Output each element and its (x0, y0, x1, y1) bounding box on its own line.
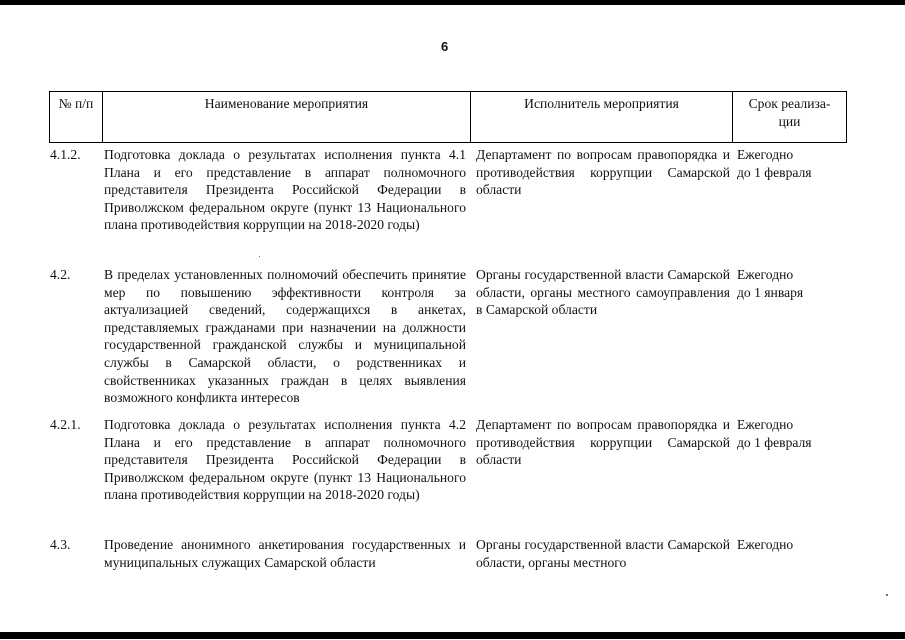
row-executor: Департамент по вопросам правопорядка и противодействия коррупции Самарской области (476, 417, 730, 468)
row-term-line1: Ежегодно (737, 537, 794, 552)
row-number: 4.1.2. (50, 147, 81, 162)
row-term (737, 416, 847, 451)
top-scan-border (0, 0, 905, 5)
header-num (50, 92, 102, 142)
bottom-scan-border (0, 632, 905, 639)
scan-speck (886, 594, 888, 596)
page-number: 6 (441, 39, 449, 54)
scan-speck (259, 256, 260, 257)
table-header (49, 91, 847, 143)
header-name-label: Наименование мероприятия (204, 96, 369, 111)
row-activity-name: Подготовка доклада о результатах исполнения пункта 4.1 Плана и его представление в аппарат полномочного представителя Президента Российской Федерации в Приволжском федеральном округе (пункт 13 Национального плана противодействия коррупции на 2018-2020 годы) (104, 147, 466, 233)
row-term-line1: Ежегодно (737, 417, 794, 432)
header-executor-label: Исполнитель мероприятия (524, 96, 679, 111)
header-num-label: № п/п (58, 96, 94, 111)
row-term-line2: до 1 февраля (737, 164, 812, 180)
row-term-line2: до 1 февраля (737, 434, 812, 450)
row-term (737, 146, 847, 181)
row-activity-name: В пределах установленных полномочий обеспечить принятие мер по повышению эффективности контроля за актуализацией сведений, содержащихся в анкетах, представляемых гражданами при назначении на должности государственной гражданской службы и муниципальной службы в Самарской области, о родственниках и свойственниках указанных граждан в целях выявления возможного конфликта интересов (104, 267, 466, 406)
row-executor: Департамент по вопросам правопорядка и противодействия коррупции Самарской области (476, 147, 730, 198)
row-term (737, 266, 847, 301)
row-number: 4.2.1. (50, 417, 81, 432)
row-number: 4.3. (50, 537, 71, 552)
row-number: 4.2. (50, 267, 71, 282)
row-term-line2: до 1 января (737, 284, 804, 300)
header-name (102, 92, 470, 142)
row-executor: Органы государственной власти Самарской области, органы местного самоуправления в Самарской области (476, 267, 730, 318)
row-term-line1: Ежегодно (737, 267, 794, 282)
header-term-line1: Срок реализа- (748, 96, 831, 111)
header-executor (470, 92, 732, 142)
header-term (732, 92, 846, 142)
header-term-line2: ции (778, 113, 801, 129)
row-term (737, 536, 847, 554)
row-activity-name: Проведение анонимного анкетирования государственных и муниципальных служащих Самарской области (104, 537, 466, 570)
row-term-line1: Ежегодно (737, 147, 794, 162)
row-activity-name: Подготовка доклада о результатах исполнения пункта 4.2 Плана и его представление в аппарат полномочного представителя Президента Российской Федерации в Приволжском федеральном округе (пункт 13 Национального плана противодействия коррупции на 2018-2020 годы) (104, 417, 466, 503)
row-executor: Органы государственной власти Самарской области, органы местного (476, 537, 730, 570)
